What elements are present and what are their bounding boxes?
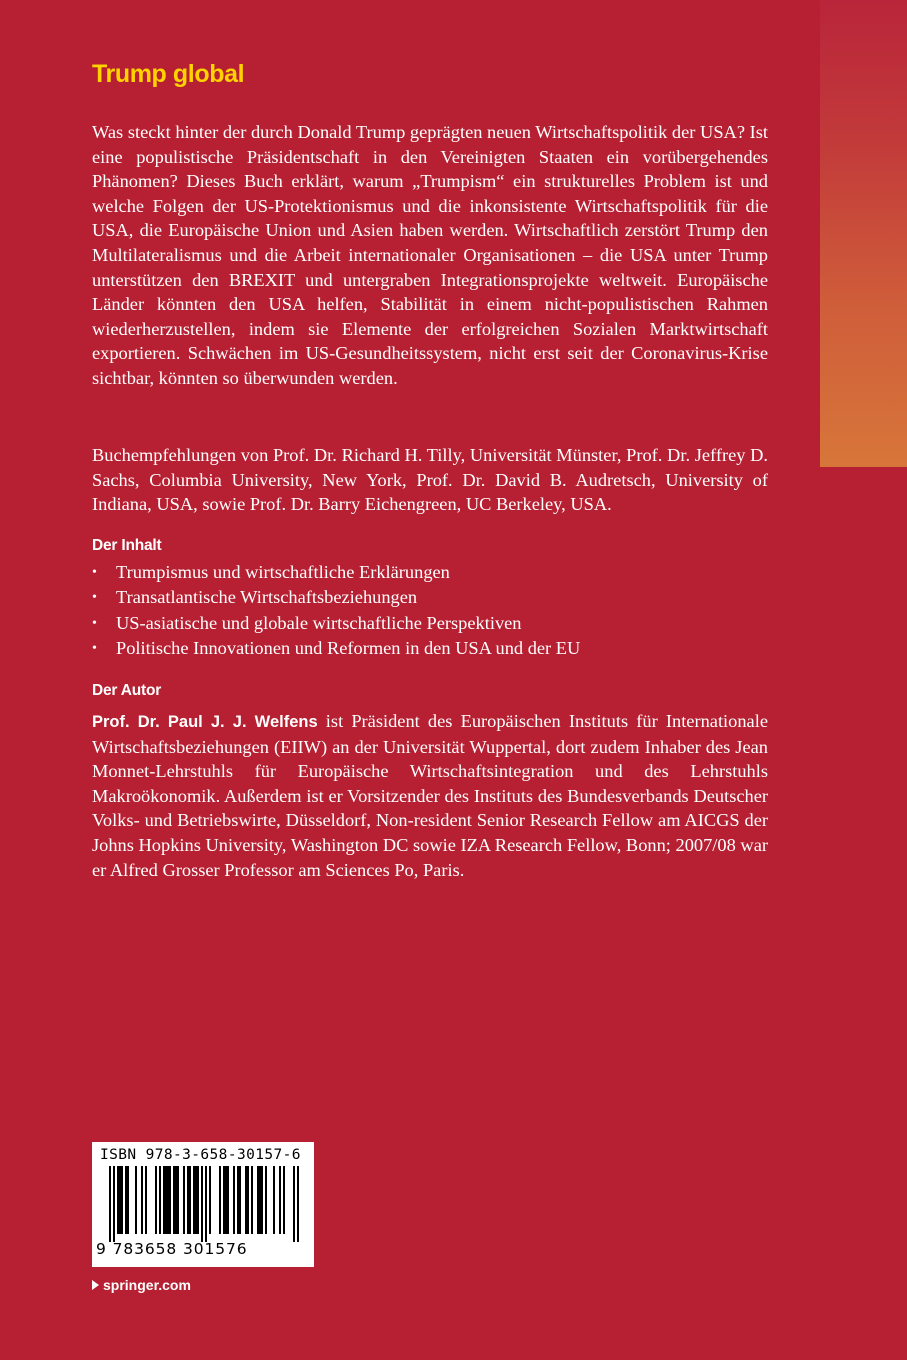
barcode-bar [297,1166,299,1242]
barcode-bar [261,1166,263,1234]
barcode-bar [193,1166,195,1234]
barcode-bar [227,1166,229,1234]
barcode-bar [145,1166,147,1234]
barcode-bar [247,1166,249,1234]
barcode-bar [201,1166,203,1242]
barcode-bar [159,1166,161,1234]
barcode-bar [163,1166,165,1234]
barcode-bar [175,1166,177,1234]
barcode-bar [205,1166,207,1242]
contents-heading: Der Inhalt [92,537,162,554]
barcode-bar [293,1166,295,1242]
barcode-bar [121,1166,123,1234]
isbn-barcode [92,1142,314,1267]
recommendations-paragraph: Buchempfehlungen von Prof. Dr. Richard H. Tilly, Universität Münster, Prof. Dr. Jeffrey D. Sachs, Columbia University, New York, Prof. Dr. David B. Audretsch, University of Indiana, USA, sowie Prof. Dr. Barry Eichengreen, UC Berkeley, USA. [92,445,768,515]
barcode-bar [141,1166,143,1234]
barcode-bar [251,1166,253,1234]
barcode-bar [195,1166,197,1234]
barcode-bar [169,1166,171,1234]
barcode-bar [127,1166,129,1234]
barcode-bar [219,1166,221,1234]
barcode-bar [279,1166,281,1234]
author-bio: ist Präsident des Europäischen Instituts für Internationale Wirtschaftsbeziehungen (EIIW) an der Universität Wuppertal, dort zudem Inhaber des Jean Monnet-Lehrstuhls für Europäische Wirtschaftsintegration und des Lehrstuhls Makroökonomik. Außerdem ist er Vorsitzender des Instituts des Bundesverbands Deutscher Volks- und Betriebswirte, Düsseldorf, Non-resident Senior Research Fellow am AICGS der Johns Hopkins University, Washington DC sowie IZA Research Fellow, Bonn; 2007/08 war er Alfred Grosser Professor am Sciences Po, Paris. [92,711,768,880]
barcode-bar [187,1166,189,1234]
publisher-link[interactable] [92,1277,191,1293]
barcode-bar [283,1166,285,1234]
barcode-bar [125,1166,127,1234]
barcode-bar [113,1166,115,1242]
barcode-bar [225,1166,227,1234]
isbn-label: ISBN 978-3-658-30157-6 [100,1147,301,1163]
barcode-bar [119,1166,121,1234]
barcode-bar [233,1166,235,1234]
barcode-bar [165,1166,167,1234]
barcode-bar [135,1166,137,1234]
description-paragraph: Was steckt hinter der durch Donald Trump geprägten neuen Wirtschaftspolitik der USA? Ist eine populistische Präsidentschaft in den Vereinigten Staaten ein vorübergehendes Phänomen? Dieses Buch erklärt, warum „Trumpism“ ein strukturelles Problem ist und welche Folgen der US-Protektionismus und die inkonsistente Wirtschaftspolitik für die USA, die Europäische Union und Asien haben werden. Wirtschaftlich zerstört Trump den Multilateralismus und die Arbeit internationaler Organisationen – die USA unter Trump unterstützen den BREXIT und untergraben Integrationsprojekte weltweit. Europäische Länder könnten den USA helfen, Stabilität in einem nicht-populistischen Rahmen wiederherzustellen, indem sie Elemente der erfolgreichen Sozialen Marktwirtschaft exportieren. Schwächen im US-Gesundheitssystem, nicht erst seit der Coronavirus-Krise sichtbar, könnten so überwunden werden. [92,122,768,388]
barcode-bar [183,1166,185,1234]
barcode-bar [239,1166,241,1234]
barcode-bar [237,1166,239,1234]
book-title: Trump global [92,60,245,88]
list-item: • Trumpismus und wirtschaftliche Erklärungen [92,560,580,585]
list-item: • Transatlantische Wirtschaftsbeziehungen [92,585,580,610]
author-name: Prof. Dr. Paul J. J. Welfens [92,713,318,731]
author-heading: Der Autor [92,682,162,699]
barcode-bar [265,1166,267,1234]
barcode-bar [257,1166,259,1234]
barcode-bar [209,1166,211,1234]
barcode-bar [155,1166,157,1234]
barcode-bar [189,1166,191,1234]
barcode-bar [259,1166,261,1234]
barcode-digits: 9 783658 301576 [96,1240,248,1258]
barcode-bar [109,1166,111,1242]
contents-list [92,560,580,662]
barcode-bar [167,1166,169,1234]
accent-bar [820,0,907,467]
barcode-bar [273,1166,275,1234]
barcode-bars [100,1166,306,1242]
barcode-bar [173,1166,175,1234]
barcode-bar [245,1166,247,1234]
publisher-url: springer.com [103,1277,191,1293]
author-paragraph [92,709,768,882]
barcode-bar [177,1166,179,1234]
barcode-bar [197,1166,199,1234]
barcode-bar [223,1166,225,1234]
barcode-bar [117,1166,119,1234]
arrow-right-icon [92,1280,99,1290]
list-item: • Politische Innovationen und Reformen in den USA und der EU [92,636,580,661]
list-item: • US-asiatische und globale wirtschaftliche Perspektiven [92,611,580,636]
